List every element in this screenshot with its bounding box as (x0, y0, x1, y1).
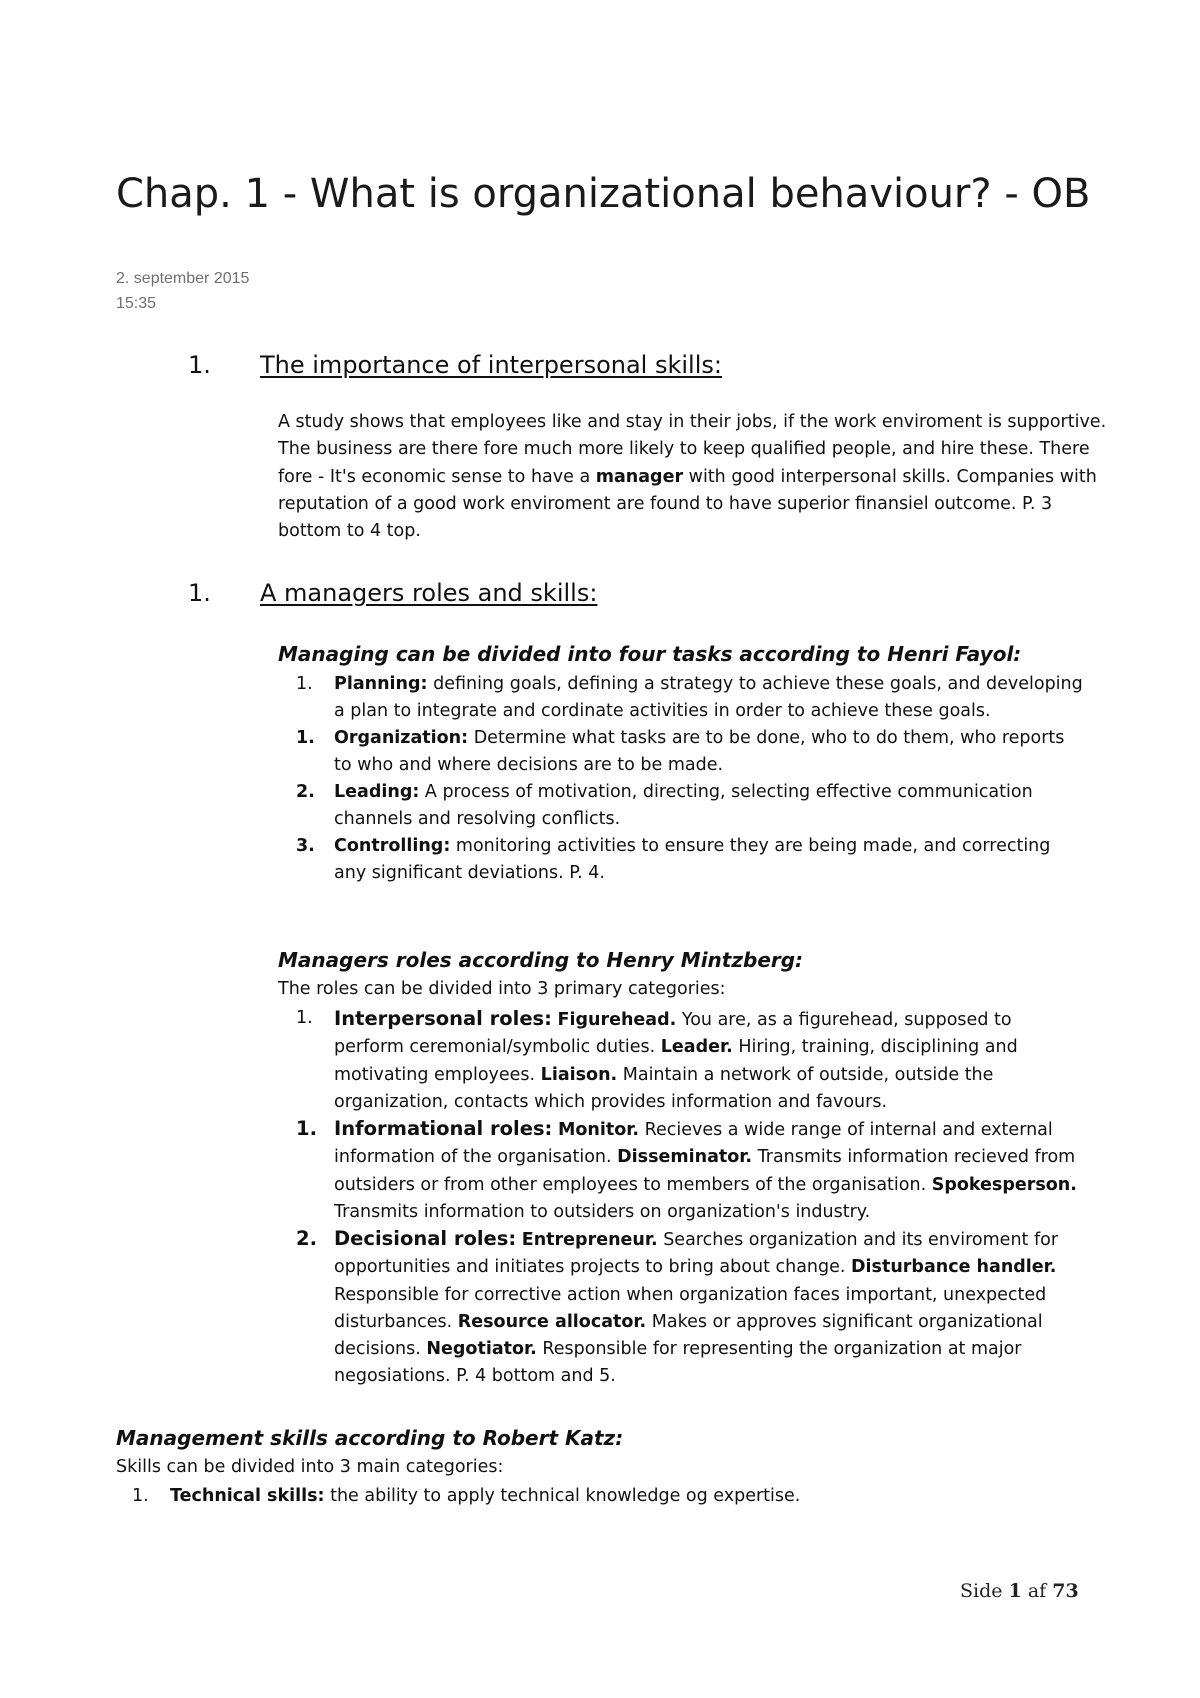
list-term: Interpersonal roles: (334, 1007, 552, 1030)
list-number: 1. (296, 1117, 317, 1140)
role-text: Recieves a wide range of internal and external information of the organisation. (334, 1120, 1053, 1168)
page-number-footer (960, 1580, 1079, 1602)
role-name: Resource allocator. (457, 1311, 647, 1332)
subheading-mintzberg: Managers roles according to Henry Mintzberg: (278, 948, 804, 972)
subheading-katz: Management skills according to Robert Katz: (116, 1426, 624, 1450)
section-heading-text: A managers roles and skills: (260, 579, 598, 607)
list-term: Technical skills: (170, 1486, 325, 1506)
katz-intro: Skills can be divided into 3 main categories: (116, 1457, 504, 1477)
role-name: Disturbance handler. (851, 1257, 1057, 1278)
role-name: Figurehead. (557, 1010, 677, 1030)
paragraph-text: with good interpersonal skills. Companies with reputation of a good work enviroment are found to have superior finansiel outcome. P. 3 bottom to 4 top. (278, 466, 1097, 542)
footer-page-number: 1 (1008, 1580, 1022, 1602)
footer-total-pages: 73 (1052, 1580, 1079, 1602)
role-name: Spokesperson. (931, 1174, 1077, 1195)
list-text: A process of motivation, directing, selecting effective communication channels and resolving conflicts. (334, 782, 1033, 830)
list-number: 3. (296, 836, 315, 856)
role-name: Entrepreneur. (521, 1230, 658, 1250)
note-date: 2. september 2015 (116, 270, 250, 287)
subheading-fayol: Managing can be divided into four tasks according to Henri Fayol: (278, 642, 1022, 666)
role-name: Disseminator. (617, 1147, 753, 1168)
list-number: 1. (296, 674, 313, 694)
list-number: 2. (296, 782, 315, 802)
role-name: Negotiator. (426, 1339, 537, 1360)
list-term: Decisional roles: (334, 1227, 517, 1250)
list-number: 2. (296, 1227, 317, 1250)
list-term: Planning: (334, 674, 428, 694)
paragraph-bold-term: manager (595, 466, 684, 487)
list-text: Determine what tasks are to be done, who to do them, who reports to who and where decisions are to be made. (334, 728, 1065, 776)
footer-of-label: af (1027, 1580, 1047, 1602)
list-term: Controlling: (334, 836, 451, 856)
list-text: defining goals, defining a strategy to achieve these goals, and developing a plan to integrate and cordinate activities in order to achieve these goals. (334, 674, 1083, 722)
role-text: Transmits information recieved from outsiders or from other employees to members of the organisation. (334, 1147, 1076, 1195)
role-name: Monitor. (557, 1120, 640, 1140)
list-number: 1. (132, 1486, 149, 1506)
list-term: Leading: (334, 782, 420, 802)
note-time: 15:35 (116, 295, 157, 312)
footer-side-label: Side (960, 1580, 1003, 1602)
paragraph-text: A study shows that employees like and stay in their jobs, if the work enviroment is supportive. The business are there fore much more likely to keep qualified people, and hire these. There fore - It's economic sense to have a (278, 412, 1107, 487)
role-text: Responsible for corrective action when organization faces important, unexpected disturbances. (334, 1284, 1047, 1332)
section-paragraph (278, 409, 1118, 545)
section-number: 1. (188, 579, 211, 607)
section-heading-text: The importance of interpersonal skills: (260, 351, 722, 379)
mintzberg-intro: The roles can be divided into 3 primary categories: (278, 979, 726, 999)
list-number: 1. (296, 1008, 313, 1028)
list-number: 1. (296, 728, 315, 748)
role-text: You are, as a figurehead, supposed to perform ceremonial/symbolic duties. (334, 1010, 1012, 1058)
role-text: Makes or approves significant organizational decisions. (334, 1311, 1043, 1360)
role-text: Searches organization and its enviroment for opportunities and initiates projects to bring about change. (334, 1230, 1059, 1278)
section-number: 1. (188, 351, 211, 379)
role-text: Responsible for representing the organization at major negosiations. P. 4 bottom and 5. (334, 1339, 1022, 1387)
role-name: Leader. (660, 1037, 733, 1058)
page-title: Chap. 1 - What is organizational behaviour? - OB (116, 171, 1091, 217)
list-term: Informational roles: (334, 1117, 553, 1140)
list-text: monitoring activities to ensure they are being made, and correcting any significant deviations. P. 4. (334, 836, 1051, 884)
role-text: Maintain a network of outside, outside the organization, contacts which provides information and favours. (334, 1064, 994, 1112)
role-text: Hiring, training, disciplining and motivating employees. (334, 1037, 1018, 1085)
list-term: Organization: (334, 728, 469, 748)
role-name: Liaison. (540, 1064, 618, 1085)
role-text: Transmits information to outsiders on organization's industry. (334, 1201, 871, 1222)
list-text: the ability to apply technical knowledge og expertise. (324, 1486, 801, 1506)
